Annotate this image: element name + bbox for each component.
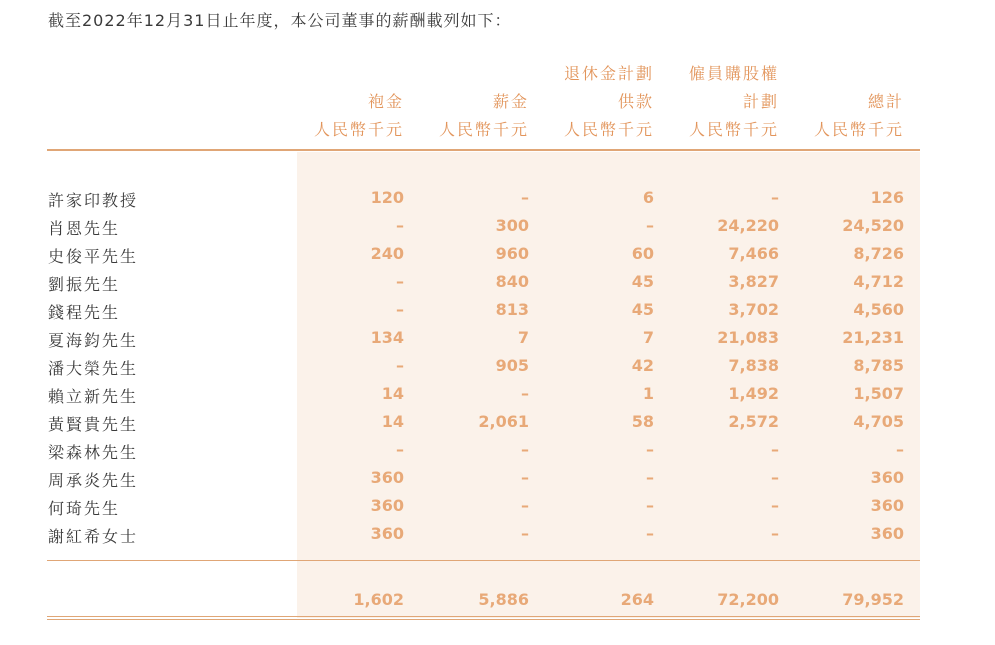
director-name: 史俊平先生 [48,247,139,266]
table-cell: 7,466 [728,244,779,263]
table-cell: 1,507 [853,384,904,403]
table-cell: 905 [495,356,529,375]
table-cell: – [521,440,529,459]
total-cell: 5,886 [478,590,529,609]
table-cell: – [646,440,654,459]
table-cell: 14 [381,384,404,403]
table-cell: 1,492 [728,384,779,403]
column-header-line2: 總計 [867,92,904,111]
table-cell: 360 [370,524,404,543]
table-cell: 7,838 [728,356,779,375]
director-name: 夏海鈞先生 [48,331,139,350]
director-name: 何琦先生 [48,499,121,518]
table-cell: – [771,188,779,207]
director-name: 肖恩先生 [48,219,121,238]
table-cell: – [396,272,404,291]
intro-text: 截至2022年12月31日止年度，本公司董事的薪酬載列如下： [48,11,512,30]
column-header-2 [409,60,529,144]
column-header-line2: 計劃 [742,92,779,111]
table-cell: – [521,188,529,207]
total-cell: 264 [620,590,654,609]
total-bottom-rule-2 [47,619,920,620]
table-cell: 134 [370,328,404,347]
table-cell: – [771,468,779,487]
table-cell: 42 [631,356,654,375]
table-cell: 360 [870,496,904,515]
table-cell: 21,083 [717,328,779,347]
director-name: 潘大榮先生 [48,359,139,378]
table-cell: 360 [370,496,404,515]
director-name: 梁森林先生 [48,443,139,462]
column-header-unit: 人民幣千元 [313,120,404,139]
table-cell: – [521,384,529,403]
column-header-line1: 退休金計劃 [563,64,654,83]
table-cell: 7 [517,328,529,347]
table-cell: – [521,524,529,543]
total-top-rule [47,560,920,561]
table-cell: 4,560 [853,300,904,319]
director-name: 周承炎先生 [48,471,139,490]
table-cell: 21,231 [842,328,904,347]
table-cell: 14 [381,412,404,431]
director-name: 劉振先生 [48,275,121,294]
director-name: 謝紅希女士 [48,527,139,546]
table-cell: – [771,440,779,459]
table-cell: 2,572 [728,412,779,431]
table-cell: 2,061 [478,412,529,431]
table-cell: 126 [870,188,904,207]
table-cell: – [771,496,779,515]
table-cell: 8,785 [853,356,904,375]
column-header-line2: 袍金 [367,92,404,111]
table-cell: 8,726 [853,244,904,263]
column-header-4 [659,60,779,144]
table-cell: – [396,440,404,459]
table-cell: – [396,356,404,375]
table-cell: 3,702 [728,300,779,319]
table-cell: 4,712 [853,272,904,291]
table-cell: 960 [495,244,529,263]
table-cell: – [521,468,529,487]
table-cell: 24,220 [717,216,779,235]
column-header-unit: 人民幣千元 [688,120,779,139]
column-header-1 [284,60,404,144]
table-cell: – [646,524,654,543]
column-header-line2: 供款 [617,92,654,111]
table-cell: 6 [642,188,654,207]
table-cell: – [771,524,779,543]
director-name: 許家印教授 [48,191,139,210]
column-header-unit: 人民幣千元 [563,120,654,139]
column-header-line1 [784,60,904,88]
table-cell: 120 [370,188,404,207]
table-cell: 45 [631,272,654,291]
table-cell: 58 [631,412,654,431]
director-name: 錢程先生 [48,303,121,322]
table-cell: 300 [495,216,529,235]
table-cell: 240 [370,244,404,263]
column-header-line1 [284,60,404,88]
column-header-5 [784,60,904,144]
column-header-line2: 薪金 [492,92,529,111]
total-bottom-rule-1 [47,616,920,617]
table-cell: 1 [642,384,654,403]
table-cell: 45 [631,300,654,319]
director-name: 賴立新先生 [48,387,139,406]
header-rule [47,149,920,151]
table-cell: 360 [370,468,404,487]
table-cell: – [646,468,654,487]
table-cell: – [646,216,654,235]
table-cell: – [396,300,404,319]
table-cell: – [521,496,529,515]
director-name: 黃賢貴先生 [48,415,139,434]
table-cell: 4,705 [853,412,904,431]
column-header-unit: 人民幣千元 [813,120,904,139]
table-cell: 3,827 [728,272,779,291]
table-cell: 360 [870,524,904,543]
total-cell: 72,200 [717,590,779,609]
table-cell: 24,520 [842,216,904,235]
total-cell: 1,602 [353,590,404,609]
table-cell: 840 [495,272,529,291]
column-header-line1: 僱員購股權 [688,64,779,83]
total-cell: 79,952 [842,590,904,609]
column-header-3 [534,60,654,144]
table-cell: 60 [631,244,654,263]
column-header-unit: 人民幣千元 [438,120,529,139]
table-cell: – [896,440,904,459]
table-cell: – [646,496,654,515]
table-cell: 813 [495,300,529,319]
column-header-line1 [409,60,529,88]
table-cell: 360 [870,468,904,487]
table-cell: 7 [642,328,654,347]
table-cell: – [396,216,404,235]
